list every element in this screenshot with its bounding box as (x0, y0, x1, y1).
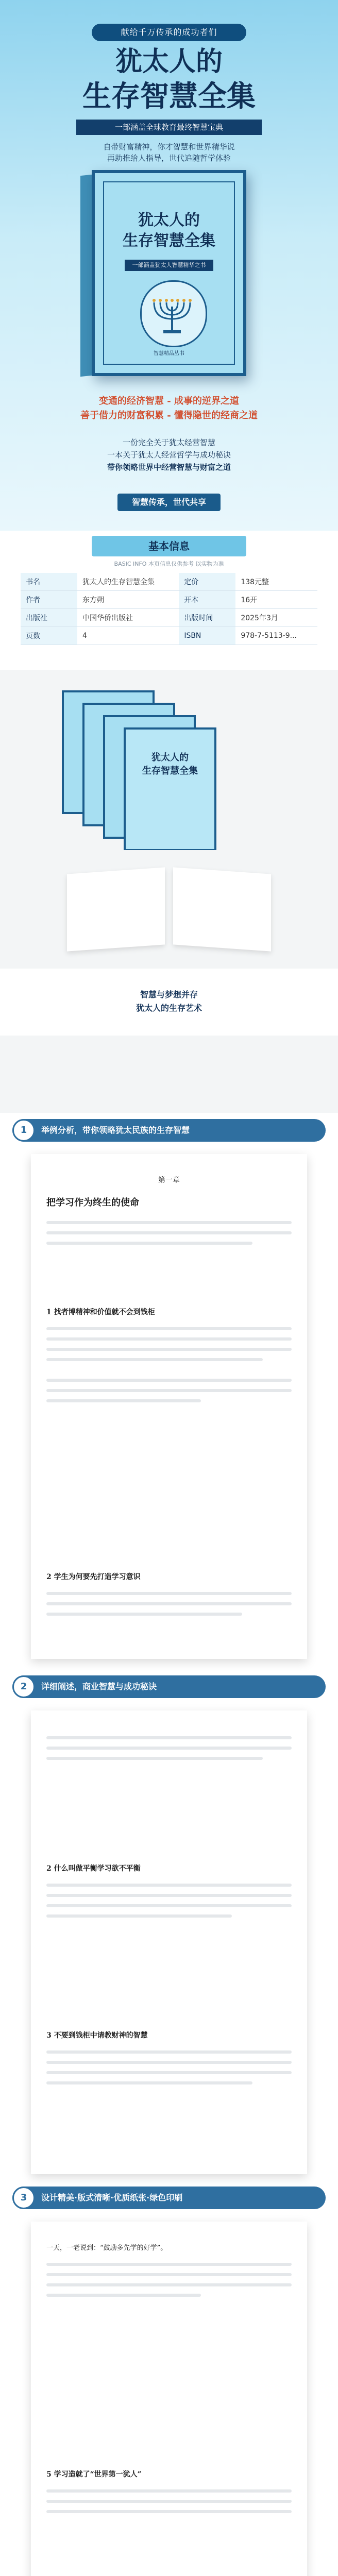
open-page-right (173, 867, 271, 951)
book-frame (103, 181, 235, 365)
section-3-number: 3 (12, 2187, 35, 2209)
text-line (46, 1592, 292, 1595)
info-key: 定价 (179, 573, 235, 591)
text-line (46, 1327, 292, 1330)
hero-tagline: 献给千万传承的成功者们 (92, 24, 246, 41)
info-key: 开本 (179, 591, 235, 609)
info-value: 2025年3月 (235, 609, 317, 627)
info-row (21, 609, 317, 627)
section-3-text: 设计精美·版式清晰·优质纸张·绿色印刷 (41, 2193, 183, 2202)
text-line (46, 2283, 292, 2286)
hero-section (0, 0, 338, 531)
hero-sub-1: 自带财富精神，你才智慧和世界精华说 (103, 142, 235, 151)
hero-ribbon: 一部涵盖全球教育最终智慧宝典 (76, 120, 262, 135)
text-line (46, 2500, 292, 2503)
text-line (46, 1337, 292, 1341)
info-value: 犹太人的生存智慧全集 (77, 573, 179, 591)
book-face (92, 170, 246, 376)
menorah-emblem-icon (140, 280, 207, 347)
stacked-book-front (124, 727, 216, 851)
text-line (46, 1358, 263, 1361)
section-2-text: 详细阐述，商业智慧与成功秘诀 (41, 1682, 157, 1691)
stack-cover-title (126, 750, 214, 777)
section-1-text: 举例分析，带你领略犹太民族的生存智慧 (41, 1125, 190, 1135)
section-1-number: 1 (12, 1119, 35, 1142)
section-2-number: 2 (12, 1675, 35, 1698)
text-line (46, 1757, 263, 1760)
info-value: 4 (77, 627, 179, 645)
hero-book-cover (92, 170, 246, 376)
text-line (46, 1914, 232, 1918)
hero-quote-2: 善于借力的财富积累 - 懂得隐世的经商之道 (80, 410, 258, 421)
hero-quote-1: 变通的经济智慧 - 成事的逆界之道 (98, 396, 239, 406)
text-line (46, 1221, 292, 1224)
stack-cover-title-1: 犹太人的 (151, 752, 189, 763)
review-line-1: 智慧与梦想并存 (140, 990, 198, 999)
text-line (46, 2061, 292, 2064)
text-line (46, 1736, 292, 1739)
info-value: 东方朔 (77, 591, 179, 609)
cover-title (104, 210, 234, 251)
text-line (46, 1894, 292, 1897)
hero-slogan: 智慧传承，世代共享 (117, 494, 221, 511)
subhead-2: 2 学生为何要先打造学习意识 (46, 1573, 141, 1581)
text-line (46, 1747, 292, 1750)
info-key: 出版社 (21, 609, 77, 627)
text-line (46, 2273, 292, 2276)
text-line (46, 1399, 201, 1402)
subhead-1: 1 找者博精神和价值就不会到钱柜 (46, 1308, 155, 1316)
cover-title-line1: 犹太人的 (138, 211, 200, 229)
info-key: 页数 (21, 627, 77, 645)
hero-title-line2: 生存智慧全集 (82, 79, 256, 113)
review-line-2: 犹太人的生存艺术 (136, 1003, 202, 1013)
text-line (46, 2263, 292, 2266)
hero-title-line1: 犹太人的 (115, 46, 223, 77)
text-line (46, 2510, 292, 2513)
section-3-heading (12, 2187, 326, 2209)
info-value: 978-7-5113-9... (235, 627, 317, 645)
section-2-heading (12, 1675, 326, 1698)
text-line (46, 1242, 252, 1245)
info-row (21, 627, 317, 645)
stack-cover-title-2: 生存智慧全集 (142, 766, 198, 776)
inner-page-sample-2 (31, 1710, 307, 2174)
text-line (46, 2081, 252, 2084)
book-spine (80, 175, 92, 377)
text-line (46, 2489, 292, 2493)
text-line (46, 1884, 292, 1887)
text-line (46, 2050, 292, 2054)
text-line (46, 1389, 292, 1392)
info-subtitle: BASIC INFO 本页信息仅供参考 以实物为准 (114, 561, 224, 567)
text-line (46, 1602, 292, 1605)
hero-quote-3: 一份完全关于犹太经营智慧 (122, 438, 215, 447)
info-value: 138元整 (235, 573, 317, 591)
info-table (21, 573, 317, 645)
text-line (46, 1348, 292, 1351)
text-line (46, 2071, 292, 2074)
text-line (46, 1231, 292, 1234)
hero-quote-5: 带你领略世界中经营智慧与财富之道 (107, 463, 231, 472)
review-section (0, 850, 338, 1036)
info-key: 书名 (21, 573, 77, 591)
text-line (46, 1613, 242, 1616)
hero-quote-4: 一本关于犹太人经营哲学与成功秘诀 (107, 450, 231, 460)
subhead-5: 5 学习造就了“世界第一犹人” (46, 2470, 142, 2479)
info-key: 出版时间 (179, 609, 235, 627)
info-banner: 基本信息 (92, 536, 246, 556)
info-key: 作者 (21, 591, 77, 609)
info-row (21, 573, 317, 591)
chapter-label: 第一章 (158, 1176, 180, 1184)
info-row (21, 591, 317, 609)
inner-page-sample-1 (31, 1154, 307, 1659)
chapter-title: 把学习作为终生的使命 (46, 1197, 139, 1208)
subhead-4: 3 不要到钱柜中请教财神的智慧 (46, 2031, 148, 2040)
cover-title-line2: 生存智慧全集 (123, 232, 215, 250)
info-value: 16开 (235, 591, 317, 609)
text-line (46, 1379, 292, 1382)
text-line (46, 1904, 292, 1907)
info-value: 中国华侨出版社 (77, 609, 179, 627)
open-book-photo (0, 850, 338, 969)
cover-badge: 一部涵盖犹太人智慧精华之书 (125, 260, 213, 271)
info-key: ISBN (179, 627, 235, 645)
cover-footer: 智慧精品丛书 (154, 351, 184, 357)
hero-sub-2: 再助推给人指导，世代追随哲学体验 (107, 154, 231, 163)
menorah-icon (142, 282, 202, 343)
page-quote: 一天，一老说到：“鼓励多先学的好学”。 (46, 2244, 167, 2252)
section-1-heading (12, 1119, 326, 1142)
subhead-3: 2 什么叫做平衡学习欲不平衡 (46, 1865, 141, 1873)
text-line (46, 2294, 201, 2297)
open-page-left (67, 867, 165, 951)
inner-page-sample-3 (31, 2222, 307, 2576)
